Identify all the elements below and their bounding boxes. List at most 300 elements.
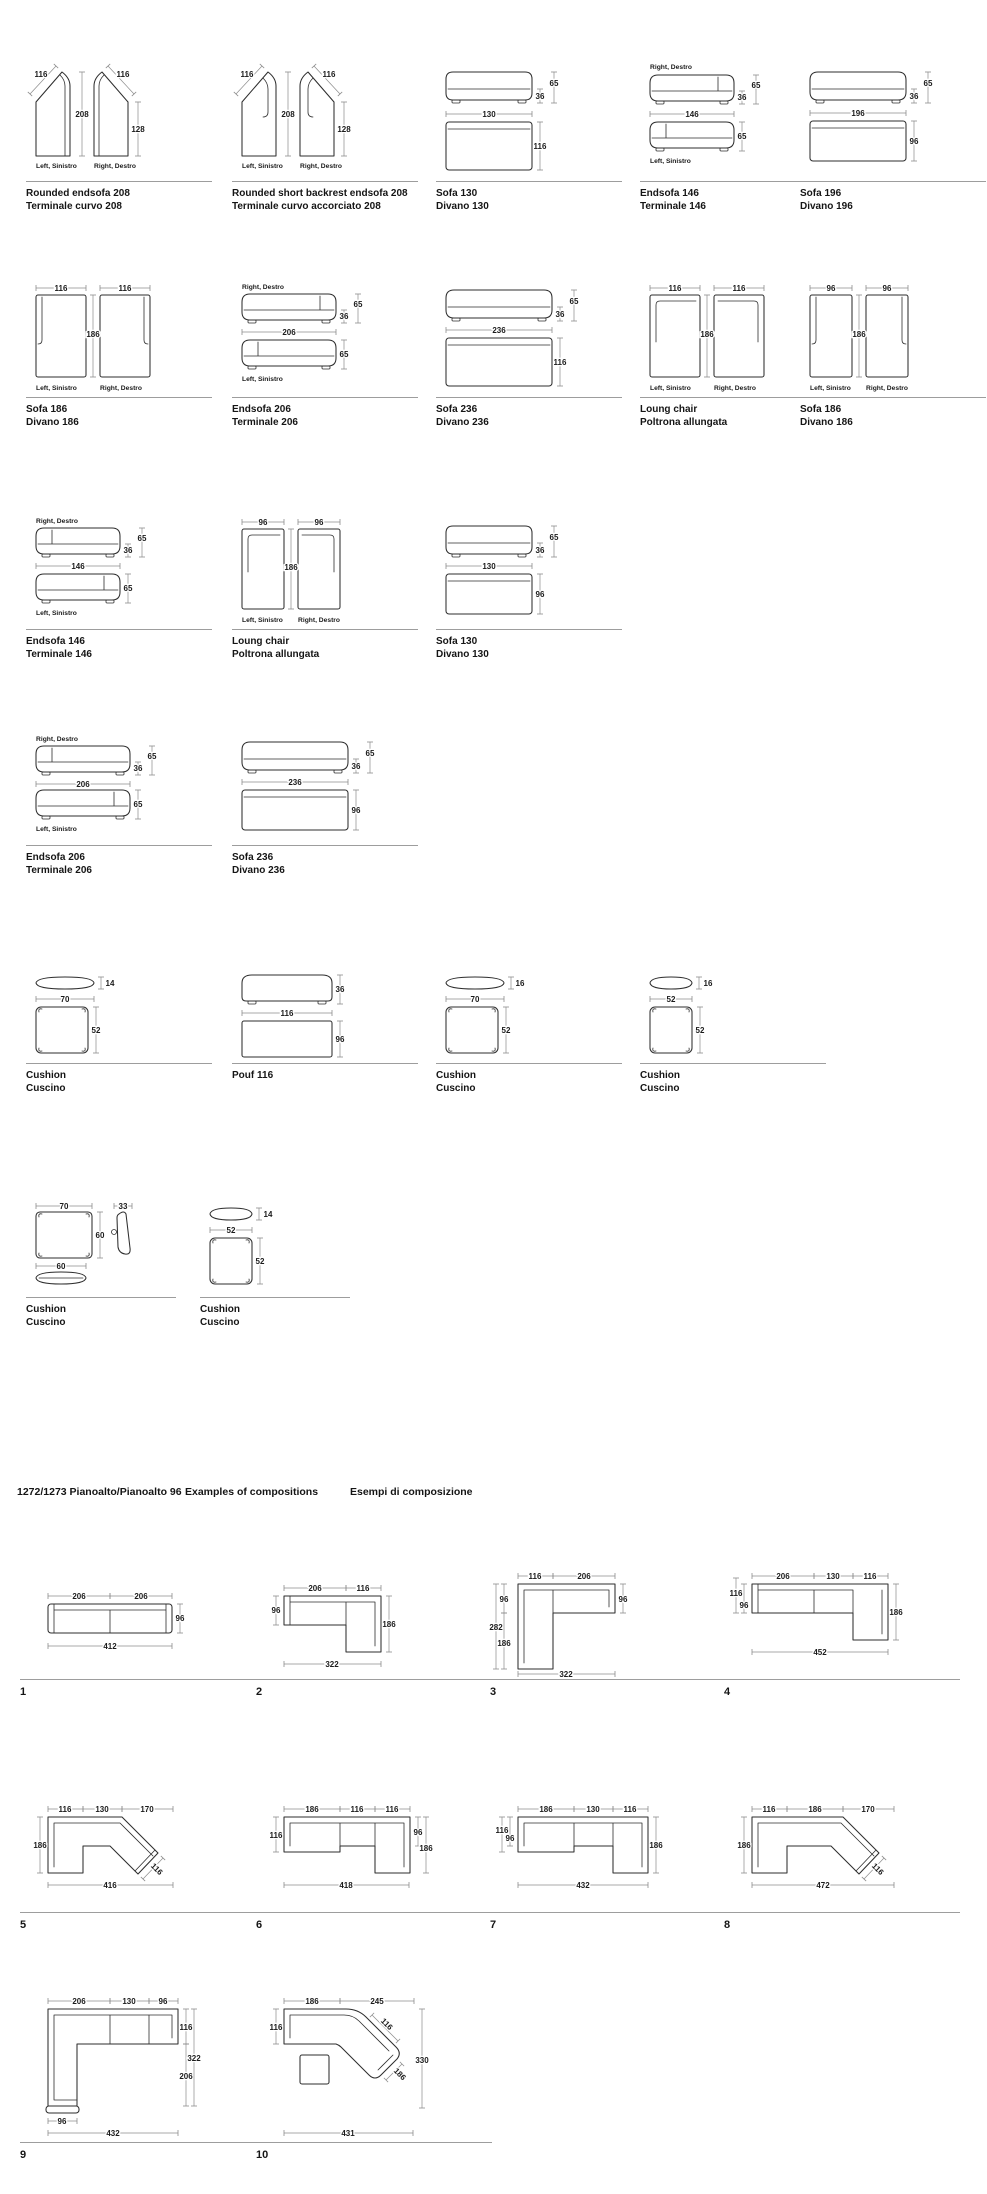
svg-text:96: 96 <box>739 1601 749 1610</box>
dim <box>738 91 747 104</box>
front-view-left <box>36 574 120 600</box>
dim <box>75 72 89 156</box>
svg-text:116: 116 <box>34 70 48 79</box>
svg-text:116: 116 <box>356 1584 370 1593</box>
svg-text:116: 116 <box>58 1805 72 1814</box>
front-view-outline <box>446 526 532 554</box>
dim <box>924 72 933 103</box>
cushion-side-view <box>36 977 94 989</box>
module-cell-loung-chair-96 <box>232 514 418 662</box>
divider-rule <box>490 1679 726 1680</box>
module-cell-endsofa-206-b <box>26 732 212 878</box>
svg-text:186: 186 <box>33 1841 47 1850</box>
orientation-label-left: Left, Sinistro <box>242 163 283 170</box>
dim <box>122 1805 173 1814</box>
dim <box>497 1613 511 1669</box>
dim <box>48 2117 77 2126</box>
svg-text:60: 60 <box>56 1262 66 1271</box>
svg-text:116: 116 <box>553 358 567 367</box>
dim <box>910 89 919 103</box>
dim <box>340 340 349 369</box>
svg-text:36: 36 <box>339 312 349 321</box>
dim <box>92 1007 101 1053</box>
svg-text:116: 116 <box>54 284 68 293</box>
svg-text:65: 65 <box>137 534 147 543</box>
dim <box>553 1572 615 1581</box>
divider-rule <box>232 181 418 182</box>
svg-text:36: 36 <box>335 985 345 994</box>
svg-text:128: 128 <box>131 125 145 134</box>
module-cell-cushion <box>26 967 212 1096</box>
svg-text:65: 65 <box>339 350 349 359</box>
svg-text:236: 236 <box>492 326 506 335</box>
sofa-drawing <box>436 60 622 178</box>
svg-text:116: 116 <box>495 1826 509 1835</box>
dim <box>284 529 298 609</box>
dim <box>446 326 552 335</box>
svg-text:96: 96 <box>271 1606 281 1615</box>
dim <box>176 1604 185 1633</box>
svg-text:170: 170 <box>140 1805 154 1814</box>
plan-view-outline <box>242 790 348 830</box>
dim <box>500 1584 509 1613</box>
module-title-it: Divano 130 <box>436 648 489 660</box>
module-title-en: Sofa 236 <box>436 404 478 415</box>
divider-rule <box>26 1063 212 1064</box>
svg-text:116: 116 <box>118 284 132 293</box>
svg-text:130: 130 <box>482 110 496 119</box>
composition-drawing <box>20 1785 256 1909</box>
dim <box>149 1997 178 2006</box>
divider-rule <box>436 397 622 398</box>
dim <box>48 1997 110 2006</box>
svg-text:65: 65 <box>923 79 933 88</box>
sofa-drawing <box>232 732 418 842</box>
module-title-en: Endsofa 146 <box>640 188 699 199</box>
svg-text:186: 186 <box>284 563 298 572</box>
svg-text:65: 65 <box>569 297 579 306</box>
dim <box>352 790 361 830</box>
dim <box>124 544 133 557</box>
svg-text:36: 36 <box>351 762 361 771</box>
composition-number: 1 <box>20 1686 27 1698</box>
dim <box>114 1202 132 1211</box>
cushion-drawing <box>640 967 826 1060</box>
svg-text:186: 186 <box>305 1997 319 2006</box>
svg-text:186: 186 <box>391 2066 408 2083</box>
dim <box>752 1881 894 1890</box>
divider-rule <box>232 397 418 398</box>
dim <box>536 574 545 614</box>
module-cell-cushion <box>640 967 826 1096</box>
dim <box>143 1858 165 1879</box>
dim <box>270 2009 283 2044</box>
composition-drawing <box>724 1552 960 1676</box>
svg-text:186: 186 <box>86 330 100 339</box>
svg-text:432: 432 <box>576 1881 590 1890</box>
svg-text:116: 116 <box>116 70 130 79</box>
dim <box>446 995 504 1004</box>
module-title-it: Divano 236 <box>232 864 285 876</box>
dim <box>36 284 86 293</box>
dim <box>619 1584 628 1613</box>
dim <box>518 1572 553 1581</box>
module-title-it: Poltrona allungata <box>232 648 320 660</box>
svg-text:130: 130 <box>826 1572 840 1581</box>
module-cell-cushion <box>436 967 622 1096</box>
dim <box>372 2015 398 2041</box>
dim <box>148 746 157 775</box>
svg-text:130: 130 <box>122 1997 136 2006</box>
svg-text:186: 186 <box>889 1608 903 1617</box>
svg-text:65: 65 <box>353 300 363 309</box>
dim <box>375 1805 410 1814</box>
svg-text:33: 33 <box>118 1202 128 1211</box>
svg-text:70: 70 <box>59 1202 69 1211</box>
orientation-label-left: Left, Sinistro <box>36 826 77 833</box>
composition-cell-5 <box>20 1785 256 1931</box>
module-title-en: Endsofa 206 <box>26 852 85 863</box>
dim <box>210 1226 252 1235</box>
svg-text:36: 36 <box>909 92 919 101</box>
dim <box>259 1208 273 1220</box>
svg-text:116: 116 <box>350 1805 364 1814</box>
module-title-en: Sofa 186 <box>26 404 68 415</box>
module-cell-endsofa-146 <box>640 60 826 214</box>
dim <box>738 122 747 151</box>
svg-text:116: 116 <box>870 1861 886 1877</box>
orientation-label-right: Right, Destro <box>100 385 142 392</box>
dim <box>110 1997 149 2006</box>
cushion-front-view <box>36 1007 88 1053</box>
dim <box>284 1805 340 1814</box>
svg-text:116: 116 <box>179 2023 193 2032</box>
divider-rule <box>26 181 212 182</box>
dim <box>33 1817 47 1873</box>
module-cell-loung-chair <box>640 280 826 430</box>
sofa-plan-outline <box>284 1596 381 1652</box>
dim <box>96 1212 105 1258</box>
svg-text:52: 52 <box>695 1026 705 1035</box>
svg-text:96: 96 <box>258 518 268 527</box>
composition-drawing <box>20 1552 256 1676</box>
svg-text:52: 52 <box>501 1026 511 1035</box>
orientation-label-left: Left, Sinistro <box>650 158 691 165</box>
module-title-en: Endsofa 206 <box>232 404 291 415</box>
endsofa-drawing <box>640 60 826 178</box>
sofa-plan-outline <box>752 1817 879 1874</box>
dim <box>124 574 133 603</box>
dim <box>36 780 130 789</box>
orientation-label-right: Right, Destro <box>36 736 78 743</box>
divider-rule <box>20 1679 256 1680</box>
svg-text:96: 96 <box>618 1595 628 1604</box>
dim <box>550 72 559 103</box>
module-title-en: Endsofa 146 <box>26 636 85 647</box>
divider-rule <box>256 1912 492 1913</box>
divider-rule <box>640 397 826 398</box>
svg-text:116: 116 <box>762 1805 776 1814</box>
right-unit-plan <box>100 295 150 377</box>
svg-text:116: 116 <box>379 2016 395 2032</box>
svg-text:96: 96 <box>909 137 919 146</box>
composition-cell-10 <box>256 1983 492 2161</box>
dim <box>650 110 734 119</box>
module-title-it: Divano 130 <box>436 200 489 212</box>
svg-text:96: 96 <box>57 2117 67 2126</box>
composition-number: 4 <box>724 1686 731 1698</box>
dim <box>415 2009 429 2108</box>
dim <box>30 66 56 94</box>
module-cell-endsofa-146-b <box>26 514 212 662</box>
dim <box>134 790 143 819</box>
front-view-left <box>36 790 130 816</box>
svg-text:14: 14 <box>263 1210 273 1219</box>
dim <box>502 1007 511 1053</box>
composition-number: 9 <box>20 2149 27 2161</box>
composition-drawing <box>490 1785 726 1909</box>
dim <box>910 121 919 161</box>
svg-text:186: 186 <box>649 1841 663 1850</box>
module-title-it: Terminale 146 <box>26 648 92 660</box>
orientation-label-left: Left, Sinistro <box>810 385 851 392</box>
svg-text:36: 36 <box>123 546 133 555</box>
svg-text:52: 52 <box>255 1257 265 1266</box>
module-title-en: Cushion <box>200 1304 240 1315</box>
divider-rule <box>640 181 826 182</box>
svg-text:206: 206 <box>577 1572 591 1581</box>
module-cell-sofa-186-96 <box>800 280 986 430</box>
svg-text:116: 116 <box>149 1861 165 1877</box>
left-unit-plan <box>650 295 700 377</box>
svg-text:208: 208 <box>75 110 89 119</box>
plan-view-outline <box>242 1021 332 1057</box>
right-unit-outline <box>300 72 334 156</box>
svg-text:432: 432 <box>106 2129 120 2138</box>
dim <box>340 1997 414 2006</box>
front-view-outline <box>242 742 348 770</box>
svg-text:65: 65 <box>123 584 133 593</box>
dim <box>281 72 295 156</box>
svg-text:206: 206 <box>72 1997 86 2006</box>
dim <box>101 977 115 989</box>
module-cell-endsofa-206 <box>232 280 418 430</box>
dim <box>298 518 340 527</box>
divider-rule <box>640 1063 826 1064</box>
svg-text:36: 36 <box>737 93 747 102</box>
divider-rule <box>436 181 622 182</box>
divider-rule <box>724 1912 960 1913</box>
dim <box>48 2129 178 2138</box>
dim <box>446 110 532 119</box>
dim <box>752 75 761 104</box>
svg-text:96: 96 <box>499 1595 509 1604</box>
cushion-front-view <box>36 1212 92 1258</box>
svg-text:52: 52 <box>666 995 676 1004</box>
dim <box>340 310 349 323</box>
dim <box>36 1202 92 1211</box>
left-unit-outline <box>242 72 276 156</box>
svg-text:416: 416 <box>103 1881 117 1890</box>
dim <box>536 543 545 557</box>
composition-number: 10 <box>256 2149 269 2161</box>
divider-rule <box>436 1063 622 1064</box>
svg-text:16: 16 <box>515 979 525 988</box>
svg-text:206: 206 <box>179 2072 193 2081</box>
cushion-front-view <box>650 1007 692 1053</box>
endsofa-drawing <box>26 732 212 842</box>
orientation-label-right: Right, Destro <box>242 284 284 291</box>
dim <box>352 759 361 773</box>
svg-text:36: 36 <box>535 546 545 555</box>
cushion-drawing <box>200 1198 350 1294</box>
module-title-it: Terminale 146 <box>640 200 706 212</box>
module-title-it: Cuscino <box>640 1082 680 1094</box>
dim <box>699 977 713 989</box>
svg-text:96: 96 <box>882 284 892 293</box>
dim <box>518 1881 648 1890</box>
svg-text:418: 418 <box>339 1881 353 1890</box>
svg-text:116: 116 <box>533 142 547 151</box>
front-view-outline <box>446 290 552 318</box>
composition-number: 8 <box>724 1919 731 1931</box>
dim <box>108 66 134 94</box>
svg-text:116: 116 <box>668 284 682 293</box>
svg-text:330: 330 <box>415 2056 429 2065</box>
dim <box>48 1881 173 1890</box>
front-view-outline <box>810 72 906 100</box>
orientation-label-left: Left, Sinistro <box>242 617 283 624</box>
module-cell-rounded-endsofa-208 <box>26 60 212 214</box>
orientation-label-right: Right, Destro <box>866 385 908 392</box>
composition-cell-4 <box>724 1552 960 1698</box>
divider-rule <box>436 629 622 630</box>
svg-text:452: 452 <box>813 1648 827 1657</box>
dim <box>414 1817 423 1846</box>
svg-text:116: 116 <box>863 1572 877 1581</box>
dim <box>100 284 150 293</box>
pouf-drawing <box>232 967 418 1060</box>
module-title-it: Poltrona allungata <box>640 416 728 428</box>
module-cell-pouf-116 <box>232 967 418 1083</box>
examples-heading-it: Esempi di composizione <box>350 1486 473 1498</box>
composition-drawing <box>20 1983 256 2139</box>
orientation-label-right: Right, Destro <box>94 163 136 170</box>
dim <box>284 1997 340 2006</box>
dim <box>810 284 852 293</box>
dim <box>242 1009 332 1018</box>
svg-text:412: 412 <box>103 1642 117 1651</box>
dim <box>556 307 565 321</box>
svg-text:196: 196 <box>851 109 865 118</box>
svg-text:186: 186 <box>497 1639 511 1648</box>
svg-text:186: 186 <box>737 1841 751 1850</box>
composition-cell-3 <box>490 1552 726 1698</box>
cushion-side-view <box>210 1208 252 1220</box>
divider-rule <box>490 1912 726 1913</box>
svg-text:70: 70 <box>60 995 70 1004</box>
product-code-heading: 1272/1273 Pianoalto/Pianoalto 96 <box>17 1486 182 1498</box>
svg-text:116: 116 <box>385 1805 399 1814</box>
svg-text:206: 206 <box>76 780 90 789</box>
svg-text:16: 16 <box>703 979 713 988</box>
svg-text:146: 146 <box>685 110 699 119</box>
sofa-plan-outline <box>752 1584 888 1640</box>
orientation-label-left: Left, Sinistro <box>36 163 77 170</box>
dim <box>518 1805 574 1814</box>
svg-text:116: 116 <box>623 1805 637 1814</box>
dim <box>810 109 906 118</box>
module-title-it: Terminale 206 <box>232 416 298 428</box>
dim <box>534 122 547 170</box>
dim <box>650 995 692 1004</box>
dim <box>737 1817 751 1873</box>
orientation-label-right: Right, Destro <box>650 64 692 71</box>
rounded-endsofa-drawing <box>26 60 212 178</box>
module-title-en: Sofa 130 <box>436 636 478 647</box>
composition-number: 2 <box>256 1686 263 1698</box>
cushion-front-view <box>446 1007 498 1053</box>
svg-text:245: 245 <box>370 1997 384 2006</box>
svg-text:96: 96 <box>335 1035 345 1044</box>
svg-text:65: 65 <box>549 533 559 542</box>
dim <box>366 742 375 773</box>
composition-drawing <box>256 1785 492 1909</box>
svg-text:96: 96 <box>158 1997 168 2006</box>
front-view-outline <box>242 975 332 1001</box>
divider-rule <box>20 2142 256 2143</box>
svg-text:472: 472 <box>816 1881 830 1890</box>
dim <box>131 102 145 156</box>
divider-rule <box>232 1063 418 1064</box>
endsofa-drawing <box>232 280 418 394</box>
svg-text:70: 70 <box>470 995 480 1004</box>
front-view-right <box>242 294 336 320</box>
svg-text:206: 206 <box>72 1592 86 1601</box>
dim <box>574 1805 613 1814</box>
svg-text:130: 130 <box>586 1805 600 1814</box>
svg-text:431: 431 <box>341 2129 355 2138</box>
svg-text:130: 130 <box>482 562 496 571</box>
dim <box>814 1572 853 1581</box>
dim <box>752 1648 888 1657</box>
composition-cell-8 <box>724 1785 960 1931</box>
dim <box>256 1238 265 1284</box>
dim <box>270 1817 283 1852</box>
module-title-it: Terminale 206 <box>26 864 92 876</box>
composition-drawing <box>489 1552 726 1679</box>
dim <box>536 89 545 103</box>
dim <box>314 66 340 94</box>
cushion-drawing <box>26 1198 176 1294</box>
module-cell-cushion <box>26 1198 176 1330</box>
front-view-right <box>650 75 734 101</box>
cushion-drawing <box>436 967 622 1060</box>
module-cell-cushion <box>200 1198 350 1330</box>
divider-rule <box>26 397 212 398</box>
front-view-left <box>650 122 734 148</box>
svg-text:60: 60 <box>95 1231 105 1240</box>
dim <box>242 518 284 527</box>
dim <box>843 1805 894 1814</box>
dim <box>180 2009 193 2044</box>
dim <box>787 1805 843 1814</box>
module-title-en: Cushion <box>436 1070 476 1081</box>
dim <box>284 1660 381 1669</box>
svg-text:146: 146 <box>71 562 85 571</box>
svg-text:65: 65 <box>751 81 761 90</box>
dim <box>889 1584 903 1640</box>
